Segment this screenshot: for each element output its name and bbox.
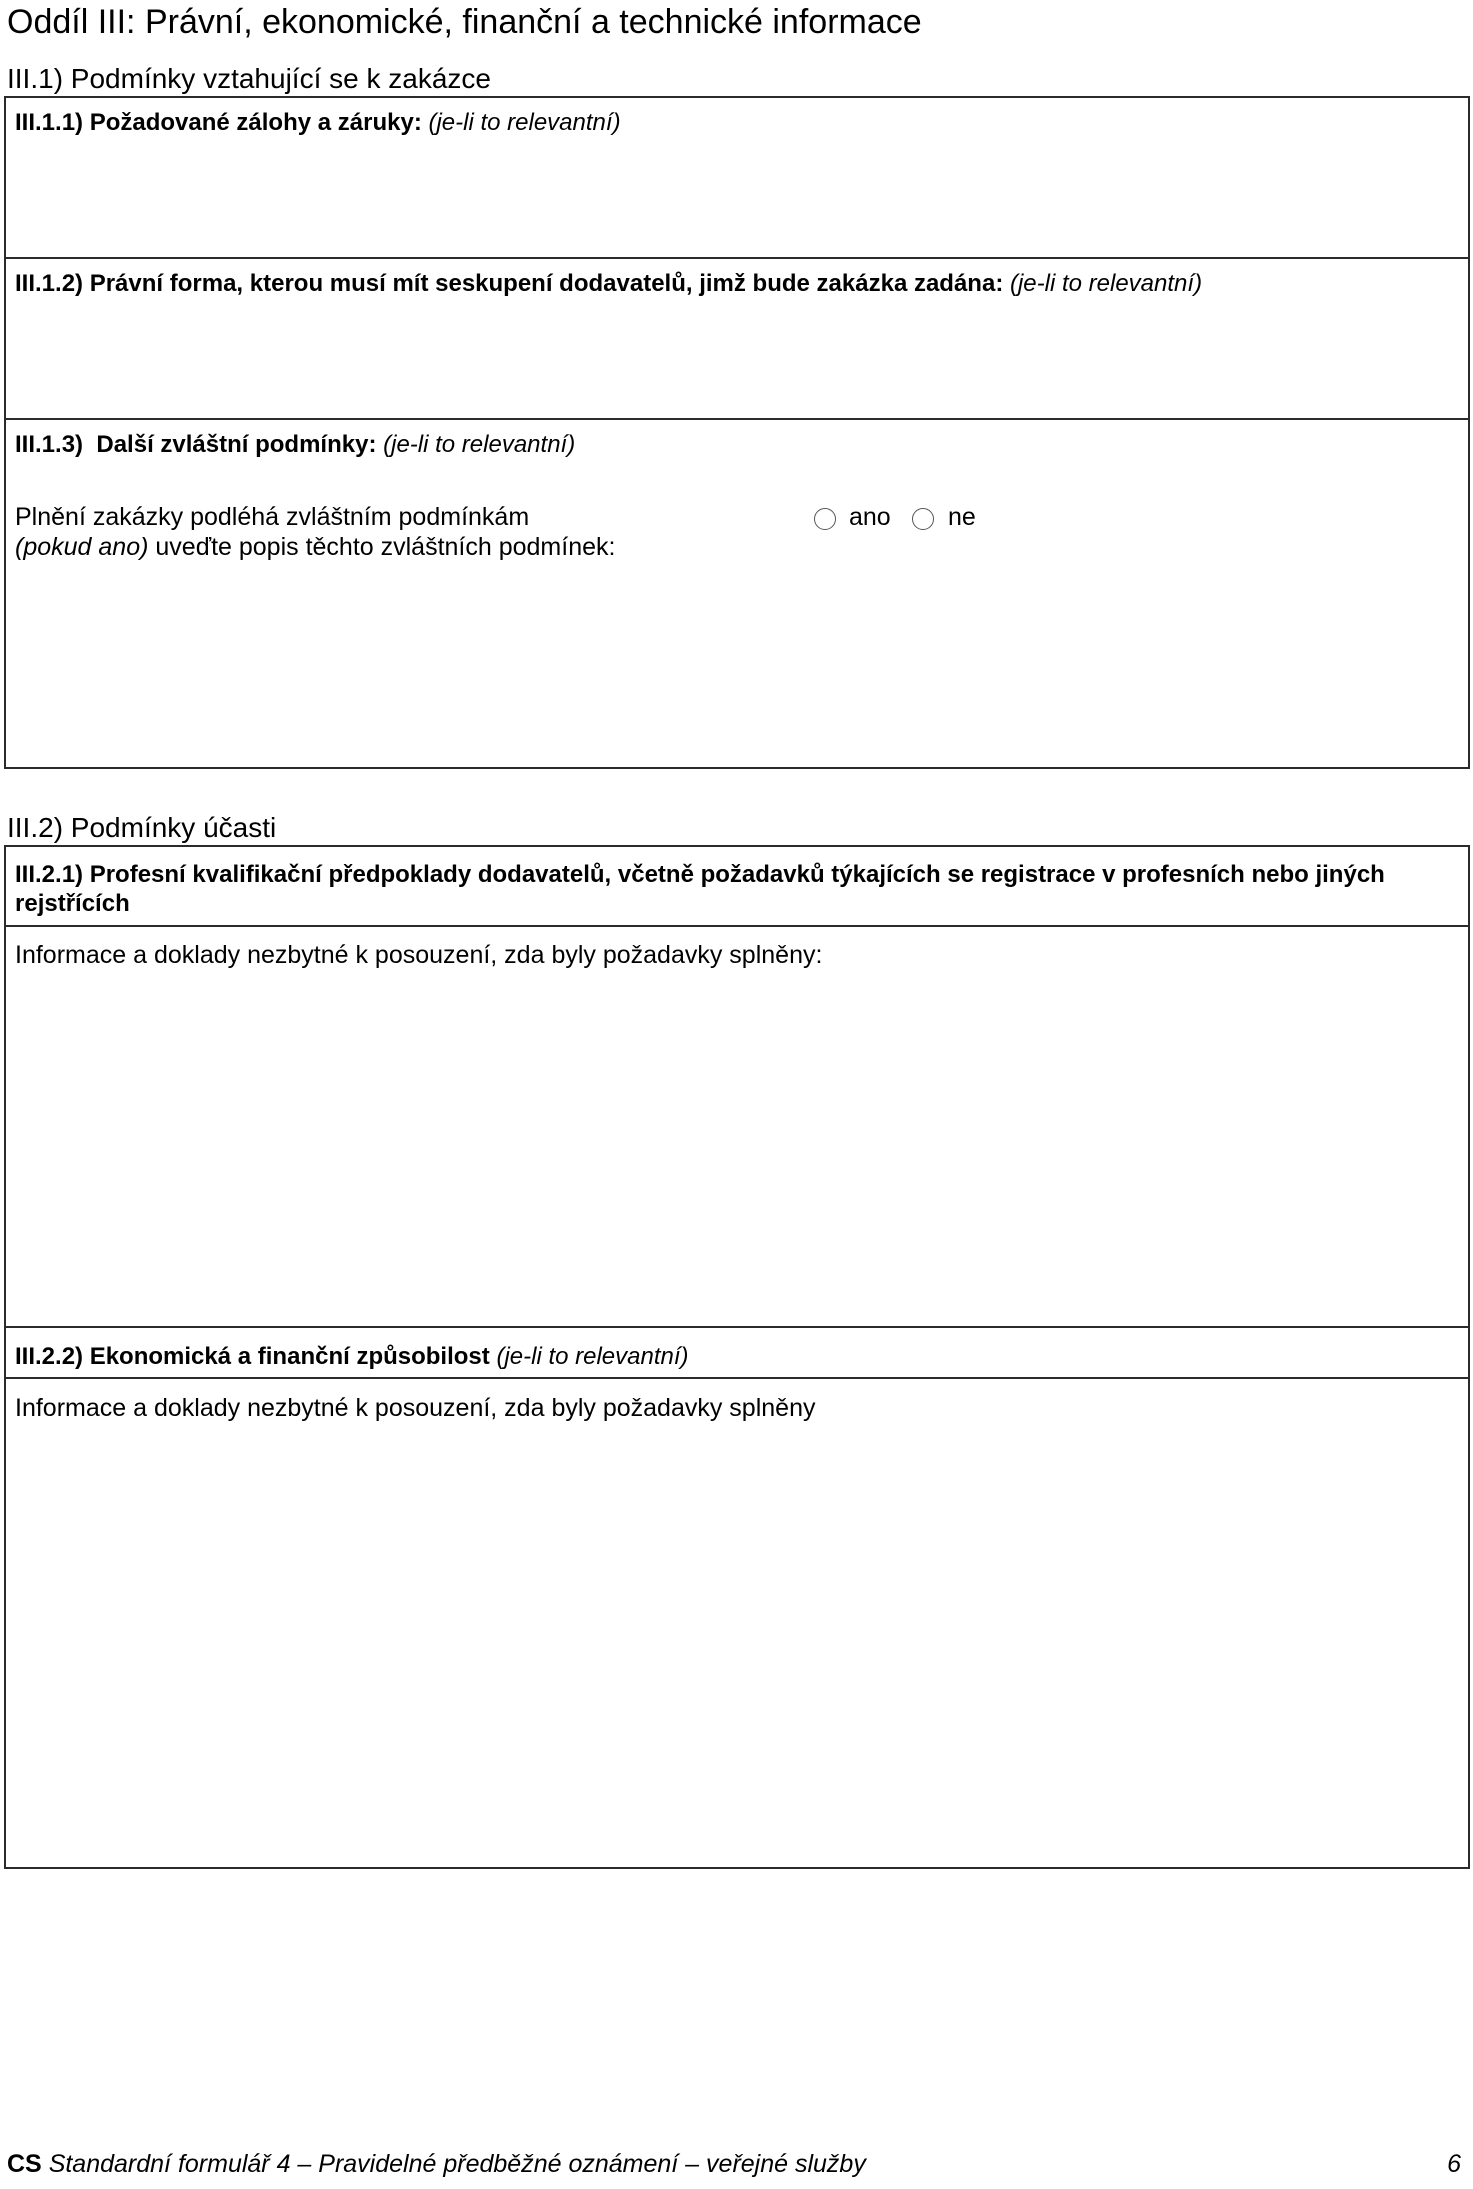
answer-area-iii-1-3[interactable] — [8, 570, 1466, 765]
question-hint: (je-li to relevantní) — [1009, 270, 1203, 297]
question-number: III.1.2) — [15, 270, 84, 297]
special-conditions-instruction — [15, 532, 615, 562]
question-label: Profesní kvalifikační předpoklady dodavatelů, včetně požadavků týkajících se registrace v profesních nebo jiných — [89, 861, 1385, 888]
question-number: III.2.2) — [15, 1343, 84, 1370]
instruction-italic: (pokud ano) — [15, 533, 149, 561]
divider — [4, 1326, 1470, 1328]
page-number-text: 6 — [1447, 2150, 1461, 2178]
subsection-title-iii-1: III.1) Podmínky vztahující se k zakázce — [7, 63, 491, 94]
footer — [7, 2149, 866, 2179]
answer-area-iii-1-2[interactable] — [8, 303, 1466, 415]
divider — [4, 1377, 1470, 1379]
question-iii-1-2 — [15, 269, 1202, 299]
section-title: Oddíl III: Právní, ekonomické, finanční a technické informace — [7, 3, 922, 41]
question-iii-2-1-line2 — [15, 889, 130, 919]
info-text-iii-2-2: Informace a doklady nezbytné k posouzení, zda byly požadavky splněny — [15, 1394, 816, 1422]
divider — [4, 257, 1470, 259]
question-label: Požadované zálohy a záruky: — [89, 109, 422, 136]
question-hint: (je-li to relevantní) — [383, 431, 576, 458]
divider — [4, 925, 1470, 927]
answer-area-iii-2-2[interactable] — [8, 1430, 1466, 1865]
question-hint: (je-li to relevantní) — [428, 109, 621, 136]
radio-yes[interactable] — [814, 508, 836, 530]
answer-area-iii-2-1[interactable] — [8, 976, 1466, 1322]
radio-no[interactable] — [912, 508, 934, 530]
divider — [4, 418, 1470, 420]
question-iii-1-3 — [15, 430, 575, 460]
question-label: Právní forma, kterou musí mít seskupení dodavatelů, jimž bude zakázka zadána: — [89, 270, 1004, 297]
question-number: III.2.1) — [15, 861, 84, 888]
question-hint: (je-li to relevantní) — [496, 1343, 689, 1370]
footer-lang: CS — [7, 2150, 42, 2178]
radio-yes-label: ano — [849, 503, 891, 531]
subsection-title-iii-2: III.2) Podmínky účasti — [7, 812, 277, 843]
radio-no-label: ne — [948, 503, 976, 531]
answer-area-iii-1-1[interactable] — [8, 142, 1466, 254]
question-iii-1-1 — [15, 108, 621, 138]
footer-form-name: Standardní formulář 4 – Pravidelné předběžné oznámení – veřejné služby — [48, 2150, 866, 2178]
question-label: Ekonomická a finanční způsobilost — [89, 1343, 490, 1370]
instruction-rest: uveďte popis těchto zvláštních podmínek: — [155, 533, 616, 561]
question-iii-2-2 — [15, 1342, 689, 1372]
question-iii-2-1 — [15, 860, 1385, 890]
question-number: III.1.3) — [15, 431, 84, 458]
page-number — [1447, 2149, 1461, 2179]
question-number: III.1.1) — [15, 109, 84, 136]
info-text-iii-2-1: Informace a doklady nezbytné k posouzení, zda byly požadavky splněny: — [15, 941, 823, 969]
special-conditions-text: Plnění zakázky podléhá zvláštním podmínkám — [15, 503, 530, 531]
question-label: Další zvláštní podmínky: — [96, 431, 377, 458]
question-label-continued: rejstřících — [15, 890, 130, 917]
